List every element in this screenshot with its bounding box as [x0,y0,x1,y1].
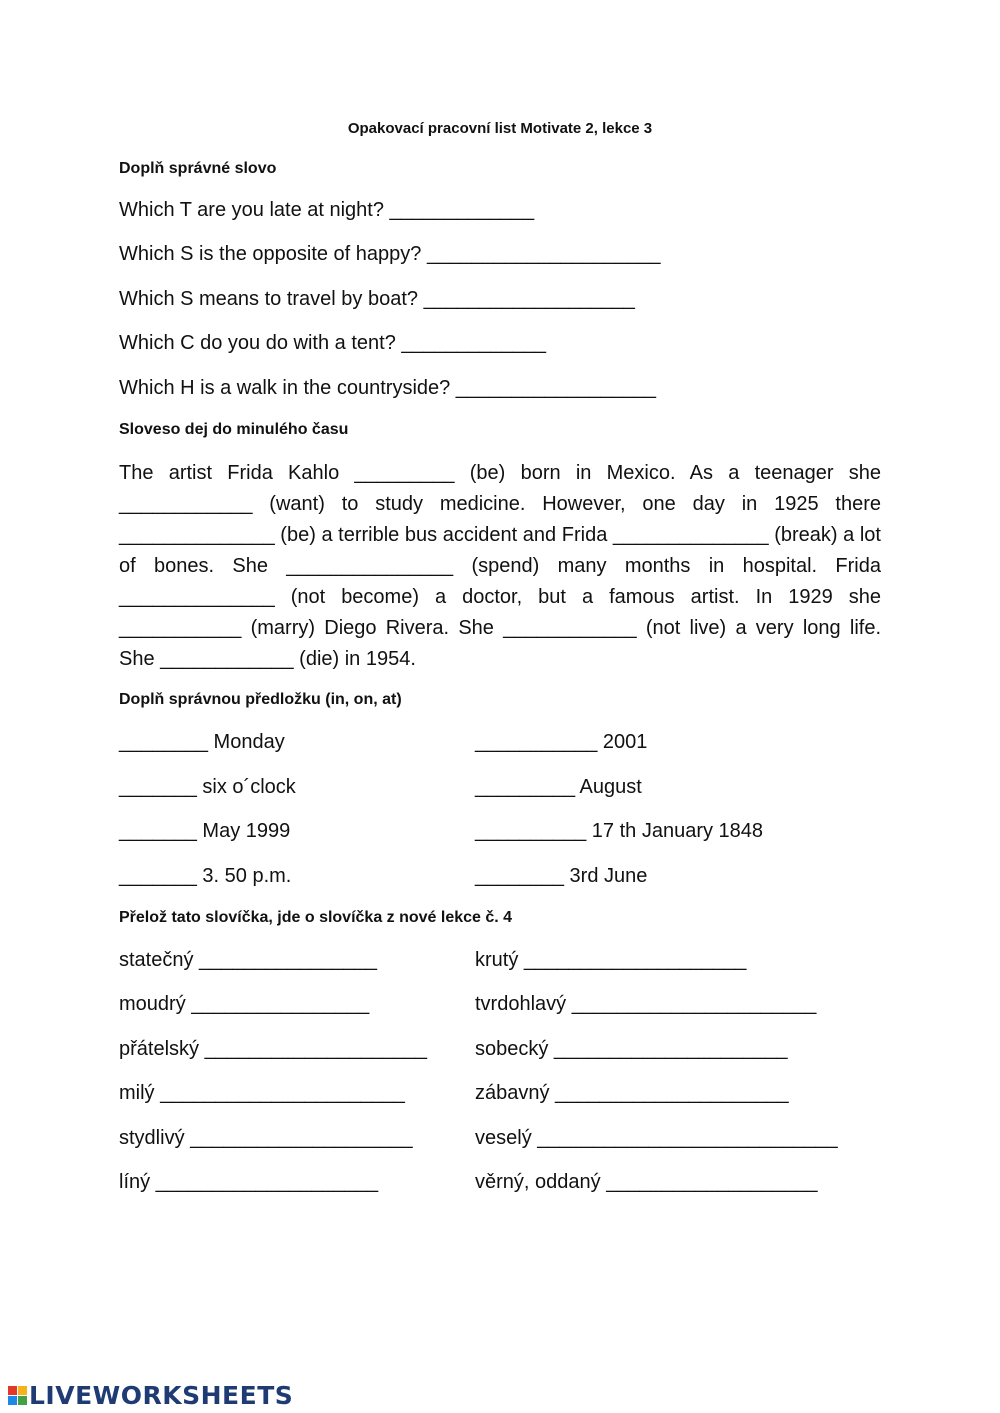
vocab-item: moudrý ________________ [119,993,370,1015]
liveworksheets-logo [8,1381,293,1409]
vocab-item: stydlivý ____________________ [119,1127,413,1149]
vocab-item: věrný, oddaný ___________________ [475,1171,818,1193]
preposition-item: ________ Monday [119,731,285,753]
logo-square [18,1396,27,1405]
past-tense-paragraph: The artist Frida Kahlo _________ (be) born in Mexico. As a teenager she ____________ (want) to study medicine. However, one day in 1925 there ______________ (be) a terrible bus accident and Frida ______________ (break) a lot of bones. She _______________ (spend) many months in hospital. Frida ______________ (not become) a doctor, but a famous artist. In 1929 she ___________ (marry) Diego Rivera. She ____________ (not live) a very long life. She ____________ (die) in 1954. [119,462,881,670]
section-heading-translate: Přelož tato slovíčka, jde o slovíčka z nové lekce č. 4 [119,909,513,926]
preposition-item: _______ six o´clock [119,776,296,798]
vocab-item: tvrdohlavý ______________________ [475,993,817,1015]
section-heading-past-tense: Sloveso dej do minulého času [119,421,349,438]
vocab-item: přátelský ____________________ [119,1038,428,1060]
preposition-item: _______ 3. 50 p.m. [119,865,292,887]
logo-square [18,1386,27,1395]
preposition-item: _______ May 1999 [119,820,291,842]
question-line: Which S means to travel by boat? ___________________ [119,288,635,310]
logo-squares-icon [8,1386,27,1405]
question-line: Which S is the opposite of happy? _____________________ [119,243,661,265]
preposition-item: _________ August [475,776,642,798]
logo-square [8,1396,17,1405]
question-line: Which H is a walk in the countryside? __________________ [119,377,657,399]
preposition-item: __________ 17 th January 1848 [475,820,764,842]
vocab-item: statečný ________________ [119,949,378,971]
question-line: Which T are you late at night? _____________ [119,199,535,221]
logo-square [8,1386,17,1395]
preposition-item: ___________ 2001 [475,731,648,753]
vocab-item: zábavný _____________________ [475,1082,789,1104]
preposition-item: ________ 3rd June [475,865,648,887]
question-line: Which C do you do with a tent? _____________ [119,332,546,354]
vocab-item: líný ____________________ [119,1171,379,1193]
section-heading-prepositions: Doplň správnou předložku (in, on, at) [119,691,402,708]
vocab-item: veselý ___________________________ [475,1127,838,1149]
vocab-item: krutý ____________________ [475,949,747,971]
section-heading-fill-word: Doplň správné slovo [119,160,277,177]
vocab-item: milý ______________________ [119,1082,405,1104]
page-title: Opakovací pracovní list Motivate 2, lekce 3 [347,120,653,137]
logo-text: LIVEWORKSHEETS [29,1380,294,1410]
vocab-item: sobecký _____________________ [475,1038,788,1060]
